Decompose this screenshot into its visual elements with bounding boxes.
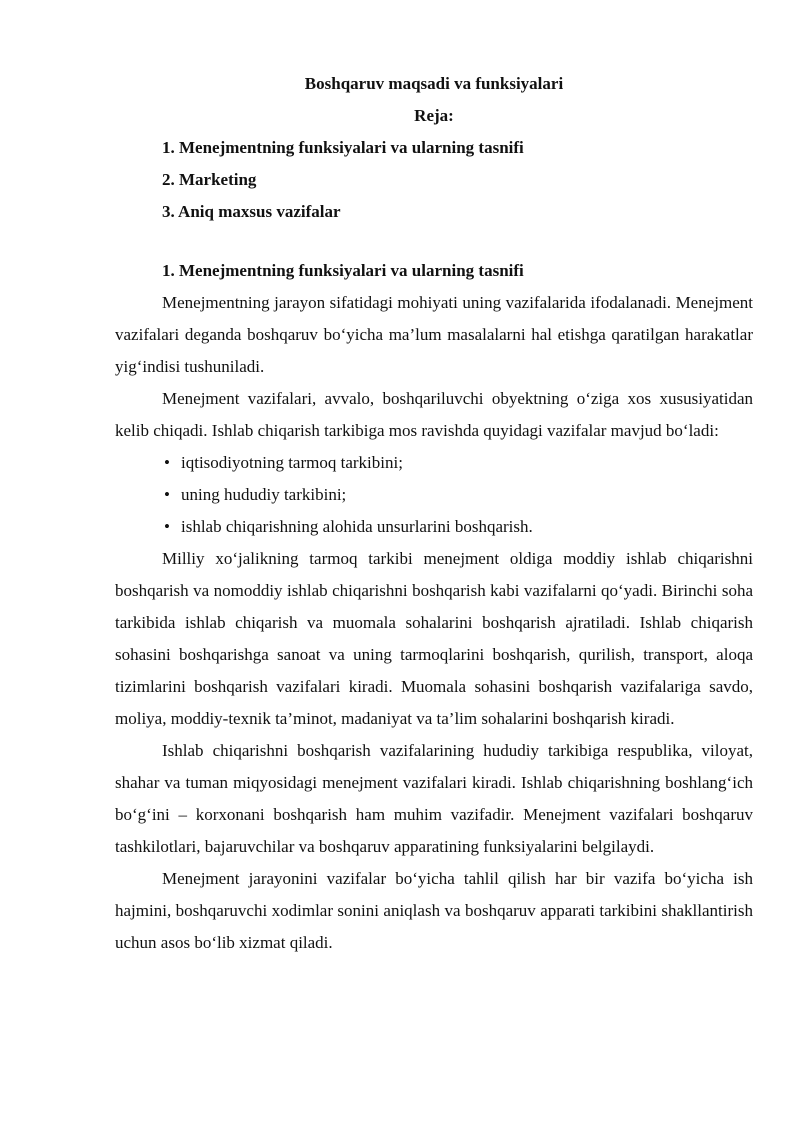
paragraph-4: Ishlab chiqarishni boshqarish vazifalarining hududiy tarkibiga respublika, viloyat, shahar va tuman miqyosidagi menejment vazifalari kiradi. Ishlab chiqarishning boshlang‘ich bo‘g‘ini – korxonani boshqarish ham muhim vazifadir. Menejment vazifalari boshqaruv tashkilotlari, bajaruvchilar va boshqaruv apparatining funksiyalarini belgilaydi. [115,741,753,856]
list-item [115,479,753,511]
list-item-text: uning hududiy tarkibini; [181,485,347,504]
bullet-list [115,447,753,543]
plan-item-3: 3. Aniq maxsus vazifalar [162,202,341,221]
document-page [115,68,753,959]
paragraph-2: Menejment vazifalari, avvalo, boshqariluvchi obyektning o‘ziga xos xususiyatidan kelib chiqadi. Ishlab chiqarish tarkibiga mos ravishda quyidagi vazifalar mavjud bo‘ladi: [115,389,753,440]
plan-item-1: 1. Menejmentning funksiyalari va ularning tasnifi [162,138,524,157]
paragraph-3: Milliy xo‘jalikning tarmoq tarkibi menejment oldiga moddiy ishlab chiqarishni boshqarish va nomoddiy ishlab chiqarishni boshqarish kabi vazifalarni qo‘yadi. Birinchi soha tarkibida ishlab chiqarish va muomala sohalarini boshqarish ajratiladi. Ishlab chiqarish sohasini boshqarishga sanoat va uning tarmoqlarini boshqarish, qurilish, transport, aloqa tizimlarini boshqarish vazifalari kiradi. Muomala sohasini boshqarish vazifalariga savdo, moliya, moddiy-texnik ta’minot, madaniyat va ta’lim sohalarini boshqarish kiradi. [115,549,753,728]
list-item [115,511,753,543]
paragraph-1: Menejmentning jarayon sifatidagi mohiyati uning vazifalarida ifodalanadi. Menejment vazifalari deganda boshqaruv bo‘yicha ma’lum masalalarni hal etishga qaratilgan harakatlar yig‘indisi tushuniladi. [115,293,753,376]
section-heading: 1. Menejmentning funksiyalari va ularning tasnifi [162,261,524,280]
bullet-icon: • [164,453,170,472]
plan-item-2: 2. Marketing [162,170,257,189]
document-title: Boshqaruv maqsadi va funksiyalari [304,74,564,93]
paragraph-5: Menejment jarayonini vazifalar bo‘yicha tahlil qilish har bir vazifa bo‘yicha ish hajmini, boshqaruvchi xodimlar sonini aniqlash va boshqaruv apparati tarkibini shakllantirish uchun asos bo‘lib xizmat qiladi. [115,869,753,952]
list-item-text: ishlab chiqarishning alohida unsurlarini boshqarish. [181,517,533,536]
blank-line [115,228,753,255]
bullet-icon: • [164,517,170,536]
plan-label: Reja: [414,106,454,125]
list-item-text: iqtisodiyotning tarmoq tarkibini; [181,453,403,472]
list-item [115,447,753,479]
bullet-icon: • [164,485,170,504]
